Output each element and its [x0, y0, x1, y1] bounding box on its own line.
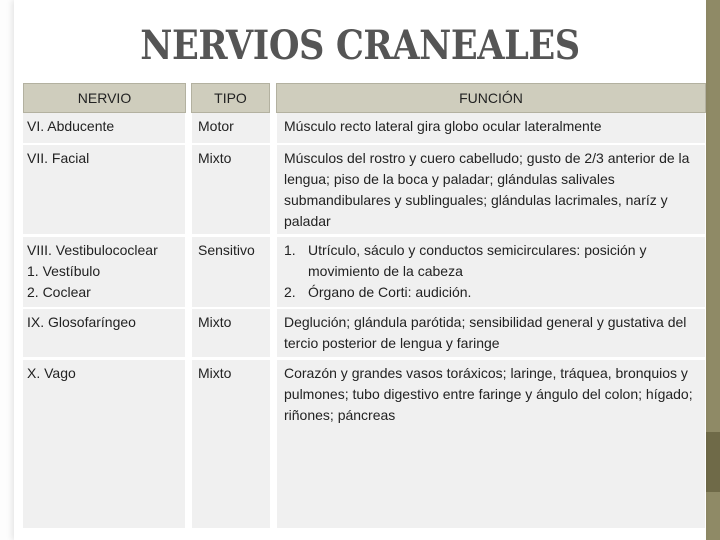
- row-nervio: IX. Glosofaríngeo: [23, 309, 185, 357]
- row-nervio-sub: 1. Vestíbulo: [27, 263, 101, 279]
- row-nervio: VII. Facial: [23, 145, 185, 234]
- list-text: Órgano de Corti: audición.: [308, 284, 472, 300]
- row-tipo: Mixto: [192, 145, 270, 234]
- row-tipo: Motor: [192, 113, 270, 143]
- row-tipo: Sensitivo: [192, 237, 270, 307]
- row-nervio: [23, 237, 185, 307]
- funcion-list-item: [284, 240, 699, 282]
- funcion-list: [284, 240, 699, 303]
- decorative-side-notch: [706, 432, 720, 492]
- row-funcion: Deglución; glándula parótida; sensibilidad general y gustativa del tercio posterior de lengua y faringe: [277, 309, 705, 357]
- header-tipo: TIPO: [191, 83, 270, 113]
- funcion-list-item: [284, 282, 699, 303]
- row-funcion: Músculos del rostro y cuero cabelludo; gusto de 2/3 anterior de la lengua; piso de la boca y paladar; glándulas salivales submandibulares y sublinguales; glándulas lacrimales, naríz y paladar: [277, 145, 705, 234]
- list-number: 1.: [284, 242, 296, 258]
- row-nervio-sub: 2. Coclear: [27, 284, 91, 300]
- list-number: 2.: [284, 284, 296, 300]
- slide-title: NERVIOS CRANEALES: [140, 22, 580, 69]
- row-tipo: Mixto: [192, 360, 270, 528]
- list-text: Utrículo, sáculo y conductos semicirculares: posición y movimiento de la cabeza: [308, 242, 647, 279]
- row-nervio: X. Vago: [23, 360, 185, 528]
- row-funcion: [277, 237, 705, 307]
- row-nervio-title: VIII. Vestibulococlear: [27, 242, 158, 258]
- row-tipo: Mixto: [192, 309, 270, 357]
- header-funcion: FUNCIÓN: [276, 83, 706, 113]
- row-funcion: Músculo recto lateral gira globo ocular lateralmente: [277, 113, 705, 143]
- header-nervio: NERVIO: [23, 83, 186, 113]
- row-nervio: VI. Abducente: [23, 113, 185, 143]
- row-funcion: Corazón y grandes vasos toráxicos; laringe, tráquea, bronquios y pulmones; tubo digestivo entre faringe y ángulo del colon; hígado; riñones; páncreas: [277, 360, 705, 528]
